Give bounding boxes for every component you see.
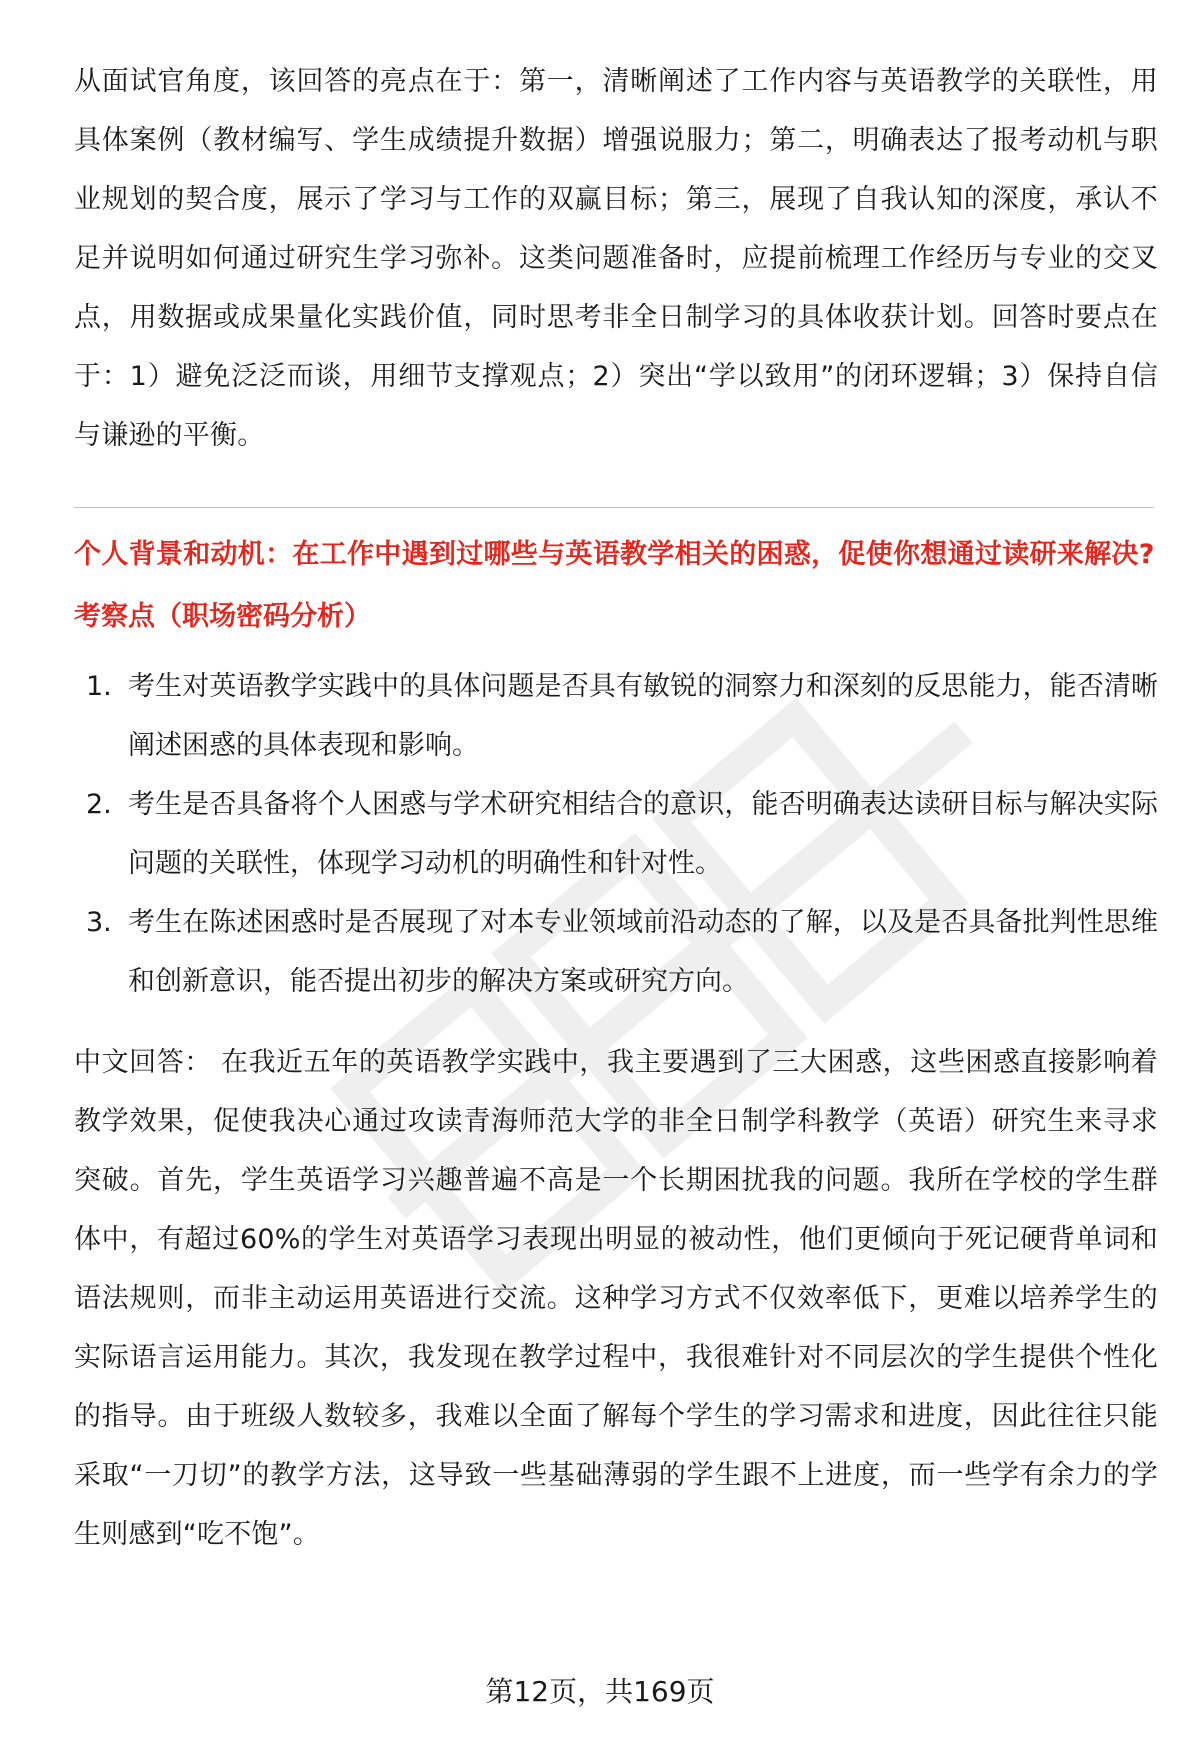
list-item-number: 3. xyxy=(86,907,112,938)
list-item-text: 考生是否具备将个人困惑与学术研究相结合的意识，能否明确表达读研目标与解决实际问题的关联性，体现学习动机的明确性和针对性。 xyxy=(128,789,1158,879)
assessment-subheading: 考察点（职场密码分析） xyxy=(74,601,371,632)
answer-paragraph xyxy=(74,1033,1158,1564)
question-title: 个人背景和动机：在工作中遇到过哪些与英语教学相关的困惑，促使你想通过读研来解决? xyxy=(74,539,1155,570)
list-item-text: 考生对英语教学实践中的具体问题是否具有敏锐的洞察力和深刻的反思能力，能否清晰阐述困惑的具体表现和影响。 xyxy=(128,671,1158,761)
list-item xyxy=(74,657,1158,775)
answer-text: 在我近五年的英语教学实践中，我主要遇到了三大困惑，这些困惑直接影响着教学效果，促使我决心通过攻读青海师范大学的非全日制学科教学（英语）研究生来寻求突破。首先，学生英语学习兴趣普遍不高是一个长期困扰我的问题。我所在学校的学生群体中，有超过60%的学生对英语学习表现出明显的被动性，他们更倾向于死记硬背单词和语法规则，而非主动运用英语进行交流。这种学习方式不仅效率低下，更难以培养学生的实际语言运用能力。其次，我发现在教学过程中，我很难针对不同层次的学生提供个性化的指导。由于班级人数较多，我难以全面了解每个学生的学习需求和进度，因此往往只能采取“一刀切”的教学方法，这导致一些基础薄弱的学生跟不上进度，而一些学有余力的学生则感到“吃不饱”。 xyxy=(74,1047,1158,1550)
list-item-text: 考生在陈述困惑时是否展现了对本专业领域前沿动态的了解，以及是否具备批判性思维和创新意识，能否提出初步的解决方案或研究方向。 xyxy=(128,907,1158,997)
document-page xyxy=(74,52,1158,1564)
section-divider xyxy=(74,507,1154,508)
list-item-number: 2. xyxy=(86,789,112,820)
list-item xyxy=(74,893,1158,1011)
intro-paragraph: 从面试官角度，该回答的亮点在于：第一，清晰阐述了工作内容与英语教学的关联性，用具体案例（教材编写、学生成绩提升数据）增强说服力；第二，明确表达了报考动机与职业规划的契合度，展示了学习与工作的双赢目标；第三，展现了自我认知的深度，承认不足并说明如何通过研究生学习弥补。这类问题准备时，应提前梳理工作经历与专业的交叉点，用数据或成果量化实践价值，同时思考非全日制学习的具体收获计划。回答时要点在于：1）避免泛泛而谈，用细节支撑观点；2）突出“学以致用”的闭环逻辑；3）保持自信与谦逊的平衡。 xyxy=(74,66,1158,451)
assessment-points-list xyxy=(74,657,1158,1011)
answer-label: 中文回答： xyxy=(74,1047,212,1078)
page-footer: 第12页，共169页 xyxy=(485,1675,715,1708)
list-item-number: 1. xyxy=(86,671,112,702)
list-item xyxy=(74,775,1158,893)
